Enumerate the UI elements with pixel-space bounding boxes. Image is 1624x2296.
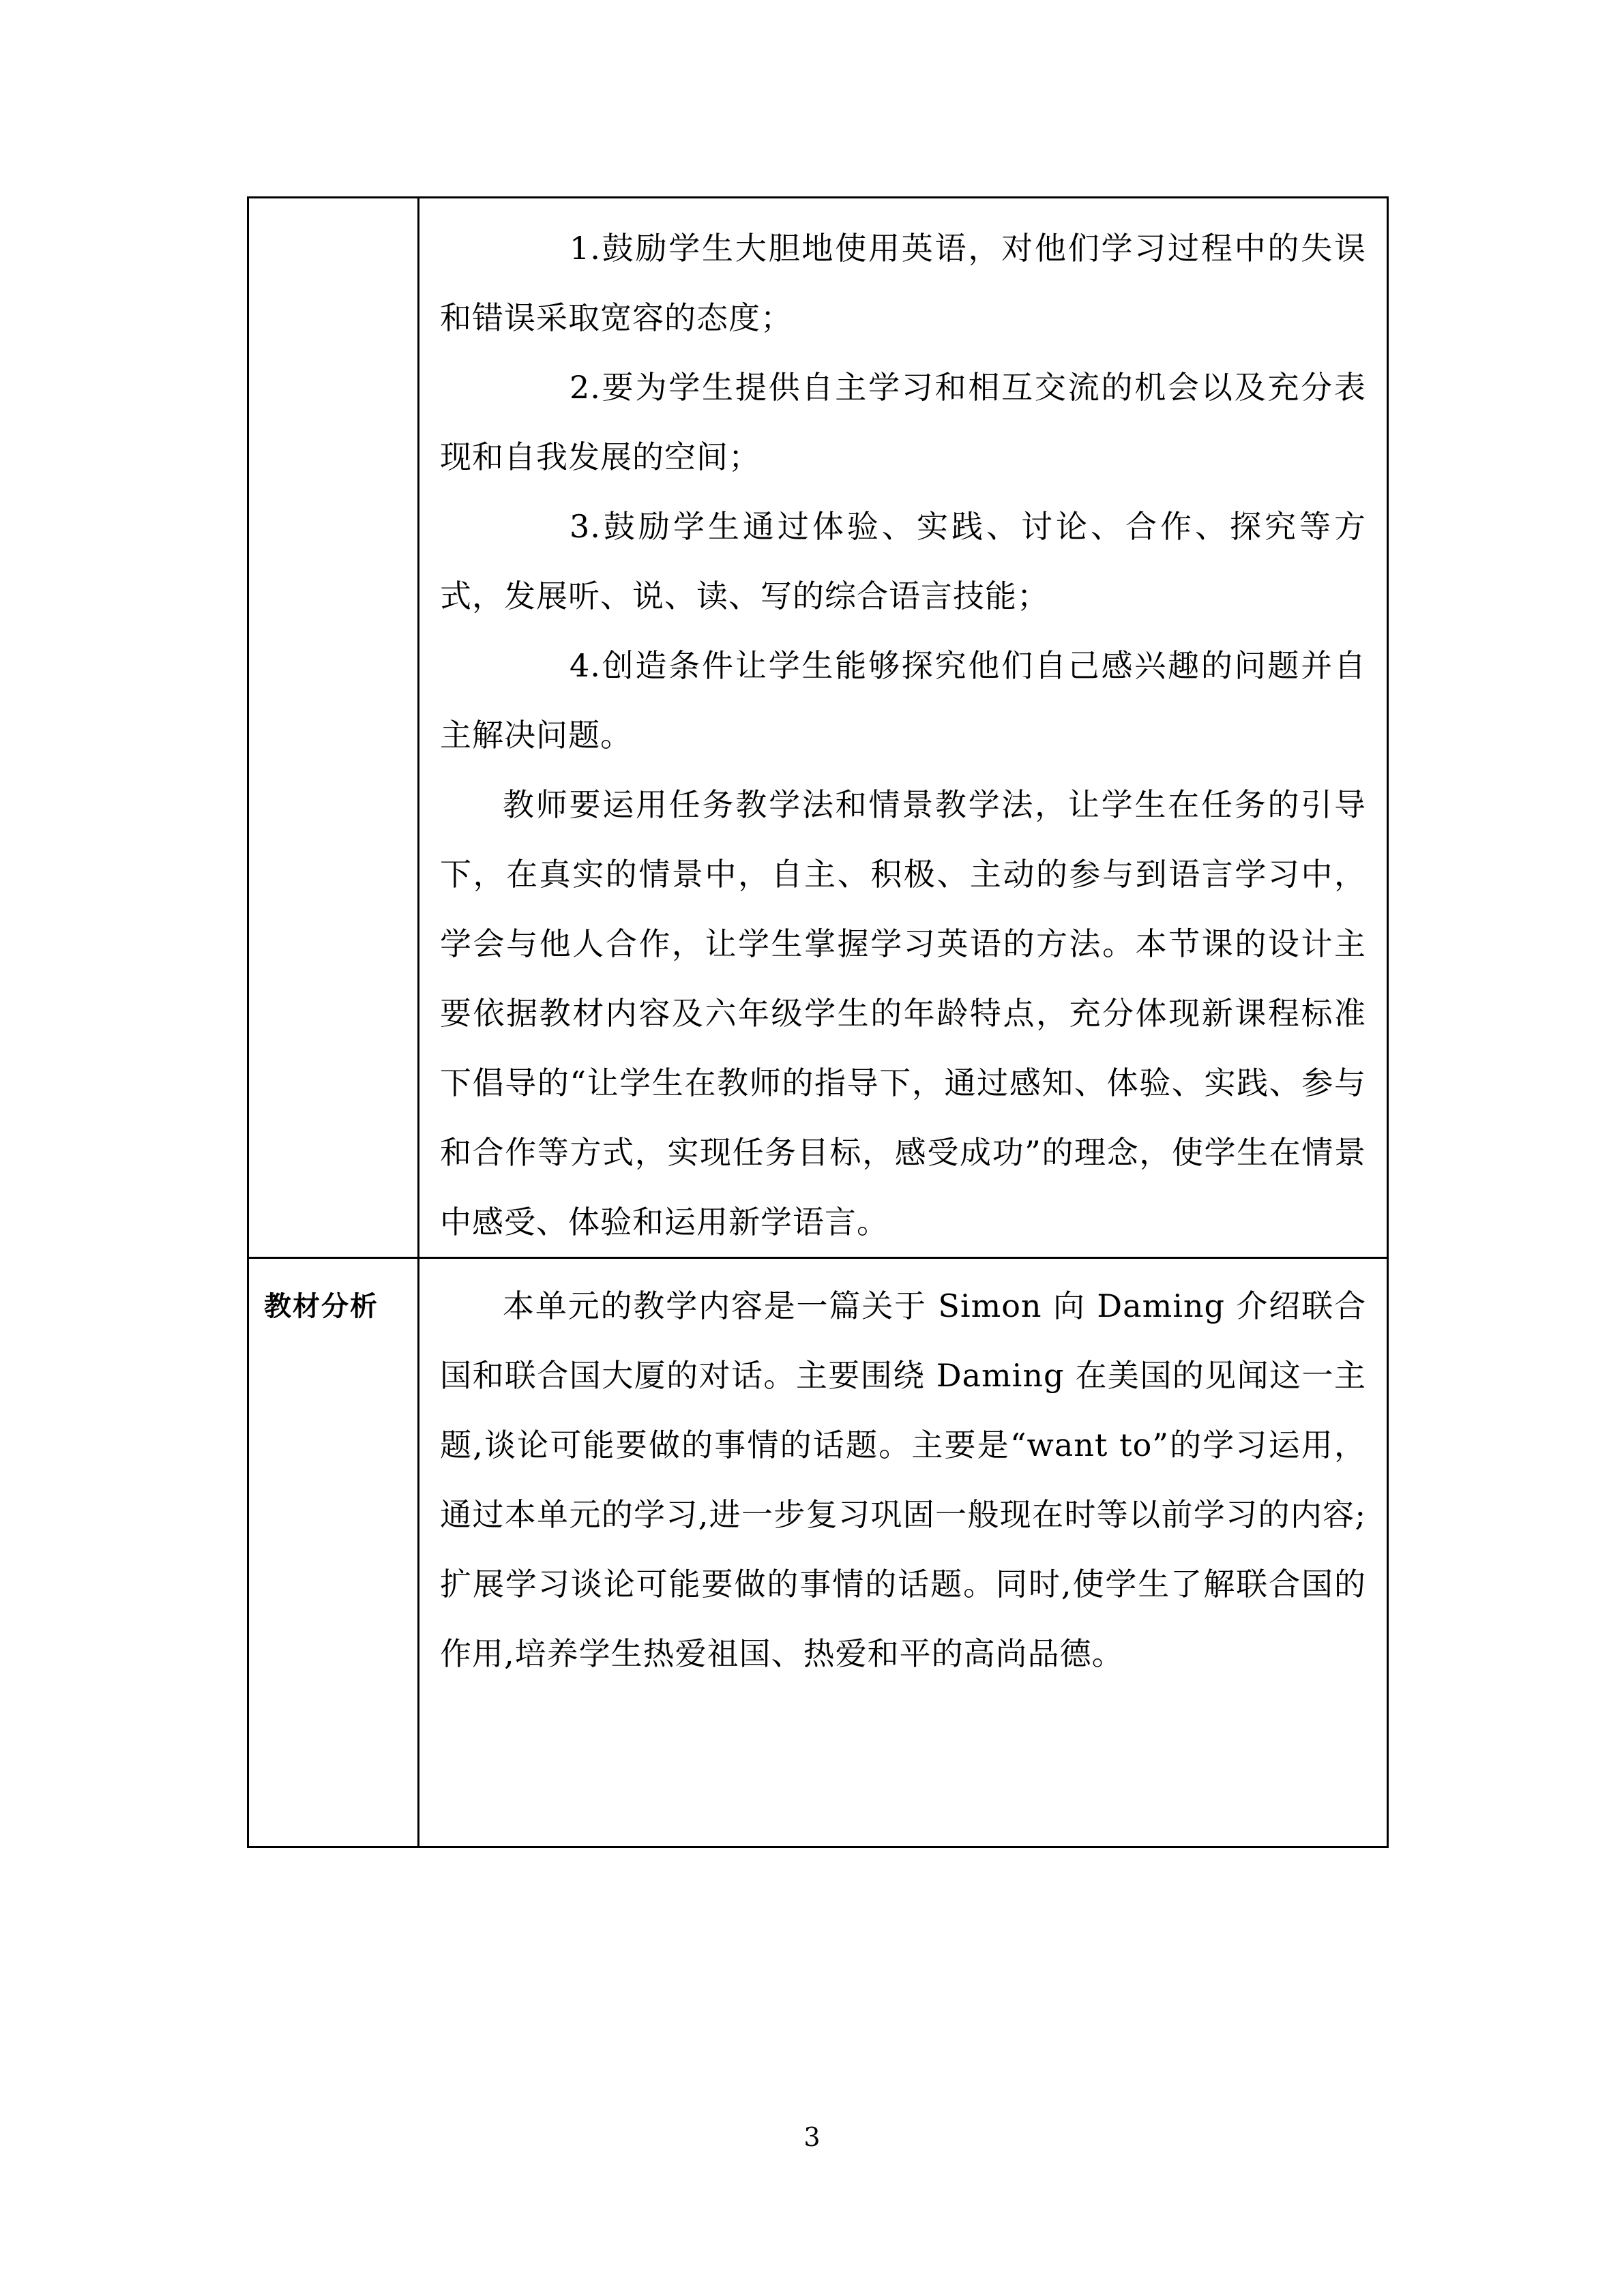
textbook-analysis-row: [248, 1258, 1388, 1847]
lesson-plan-table: [247, 196, 1389, 1848]
row-content-cell: [419, 198, 1388, 1258]
teaching-method-row: [248, 198, 1388, 1258]
textbook-analysis-label: 教材分析: [264, 1291, 379, 1322]
numbered-paragraph-3: 3.鼓励学生通过体验、实践、讨论、合作、探究等方式，发展听、说、读、写的综合语言技能；: [440, 508, 1366, 614]
numbered-paragraph-1: 1.鼓励学生大胆地使用英语，对他们学习过程中的失误和错误采取宽容的态度；: [440, 230, 1366, 336]
row-label-cell: [248, 1258, 419, 1847]
numbered-paragraph-4: 4.创造条件让学生能够探究他们自己感兴趣的问题并自主解决问题。: [440, 647, 1366, 754]
row-content-cell: [419, 1258, 1388, 1847]
analysis-paragraph: 本单元的教学内容是一篇关于 Simon 向 Daming 介绍联合国和联合国大厦的对话。主要围绕 Daming 在美国的见闻这一主题,谈论可能要做的事情的话题。主要是“want to”的学习运用，通过本单元的学习,进一步复习巩固一般现在时等以前学习的内容;扩展学习谈论可能要做的事情的话题。同时,使学生了解联合国的作用,培养学生热爱祖国、热爱和平的高尚品德。: [440, 1287, 1366, 1672]
page-number: 3: [803, 2122, 821, 2152]
method-paragraph: 教师要运用任务教学法和情景教学法，让学生在任务的引导下，在真实的情景中，自主、积极、主动的参与到语言学习中，学会与他人合作，让学生掌握学习英语的方法。本节课的设计主要依据教材内容及六年级学生的年龄特点，充分体现新课程标准下倡导的“让学生在教师的指导下，通过感知、体验、实践、参与和合作等方式，实现任务目标，感受成功”的理念，使学生在情景中感受、体验和运用新学语言。: [440, 786, 1366, 1240]
row-label-cell: [248, 198, 419, 1258]
numbered-paragraph-2: 2.要为学生提供自主学习和相互交流的机会以及充分表现和自我发展的空间；: [440, 369, 1366, 475]
